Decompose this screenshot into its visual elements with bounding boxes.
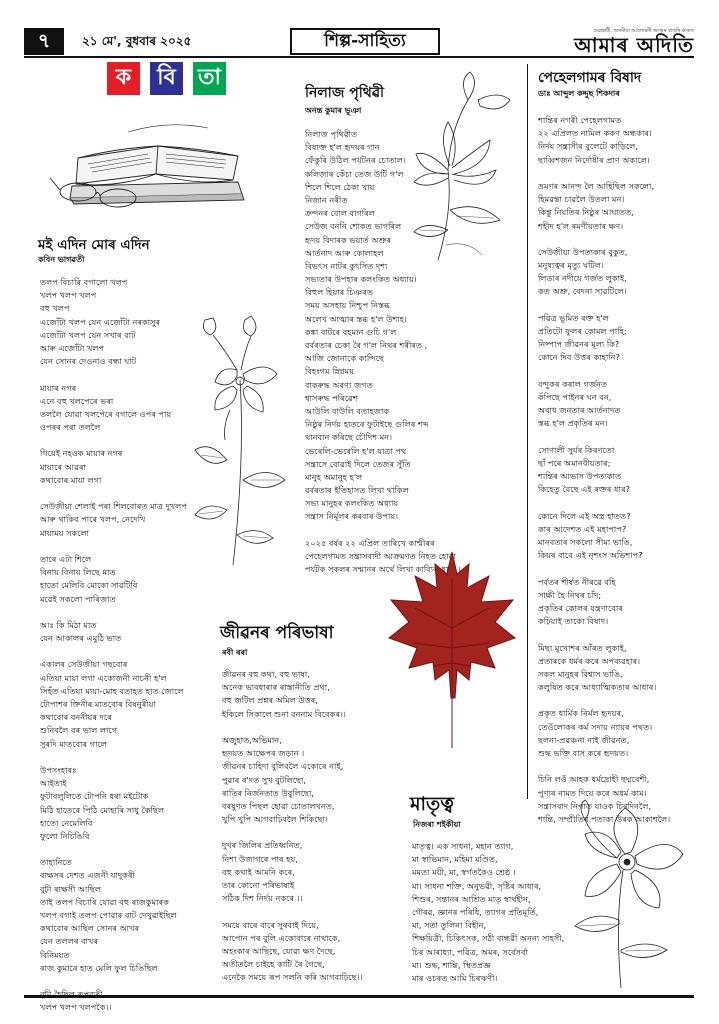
poem-line: তাৰে এটা শিলে [40, 553, 92, 564]
poem-line: শান্তি, সম্প্ৰীতিৰ পতাকা উৰক আকাশলৈ। [538, 813, 671, 824]
poem-line: গৌৰৱ, জ্ঞানৰ পৰিধি, ত্যাগৰ প্ৰতিমূৰ্তি, [412, 906, 539, 917]
flower-sketch-illustration [185, 310, 300, 570]
poem-line: নিলাজ পৃথিৱীত [305, 129, 358, 139]
poem-line: পৰ্বতৰ শীৰ্ষত নীৰৱে বহি [538, 576, 616, 587]
stanza-break [40, 606, 230, 619]
poem-line: বৰষুণত পিছল হোৱা চোতালখনত, [222, 800, 335, 811]
poem-line: কত অশ্ৰু, বেদনা সাৱটিলে। [538, 286, 627, 297]
poem-line: চিনি লওঁ আহক ধৰ্মদ্ৰোহী ছদ্মবেশী, [538, 774, 650, 785]
poem-line: ছাঁ পৰে অমানবীয়তাৰ; [538, 457, 611, 468]
poem-line: সময়ে বাৰে বাৰে সুৰবাই দিয়ে, [222, 919, 319, 930]
brand-name: আমাৰ অদিতি [574, 33, 694, 57]
poem-line: অতীতলৈ চাইহে কাটি ৰৈ গৈছে, [222, 959, 325, 970]
stanza-break [538, 496, 688, 509]
poem-line: শিশুৰ, সন্তানৰ আশ্ৰিত মাতৃ স্বাৰ্থহীন, [412, 893, 531, 904]
poem-line: সন্ত্ৰাসে বোৱাই দিলে তেজৰ সুঁতি [305, 458, 411, 469]
poem-line: বুঢ়ী ৰাক্ষসী আছিল [40, 883, 101, 894]
poem-line: নিষ্ঠুৰ নিৰ্দয় হাতৰে ফুটাইছে গুলিৰ শব্দ [305, 419, 429, 430]
poem-title-moi-edin: মই এদিন মোৰ এদিন [38, 237, 150, 253]
poem-line: খলপ বগাই তলপ পোৱাৰ বাট দেখুৱাইছিল [40, 910, 177, 920]
stanza-break [40, 751, 230, 764]
poem-line: মানুহ অমানুহ হ'ল [305, 471, 363, 482]
poem-line: হৃদয়ত আক্ষেপৰ জড়ান । [222, 748, 305, 759]
stanza-break [40, 975, 230, 988]
poem-author-jibonor: ৰবী ৰৰা [222, 648, 248, 657]
poem-line: বৰ্বৰতাৰ ইতিহাসত লিখা থাকিল [305, 485, 409, 496]
poem-line: আৰু থাকিব পাৰে খলপ, নেদেখি [40, 514, 146, 525]
poem-line: শ্বাসৰুদ্ধ পৰিৱেশ [305, 392, 358, 403]
poem-line: প্ৰকৃতিৰ কোলৰ যন্ত্ৰণাবোৰ [538, 602, 623, 613]
poem-line: খুপি খুপি আগবাঢ়িবলৈ শিকিছো। [222, 814, 328, 825]
kobita-tile-ko: ক [107, 62, 140, 95]
poem-line: কথাবোৰ আছিল সোনৰ আখৰ [40, 923, 140, 934]
poem-line: ২২ এপ্ৰিলত নামিল ককণ অন্ধকাৰ। [538, 128, 652, 139]
poem-line: কঢ়িয়াই তাকো বিষাদ। [538, 616, 609, 627]
poem-line: সভ্য মানুহৰ কলংকিত অধ্যায় [305, 498, 399, 509]
flower-sketch-illustration [555, 800, 690, 990]
poem-line: ছাব্বিশজন নিৰ্দোষীৰ প্ৰাণ অকালে। [538, 154, 650, 165]
poem-line: নিশা উজাগৰে পাৰ হয়, [222, 853, 298, 864]
poem-line: আজি জোনাকে কান্দিছে [305, 353, 384, 364]
poem-line: খলপ খলপ খলপকৈ।। [40, 1002, 112, 1013]
poem-line: খলপ খলপ খলপ [40, 290, 97, 301]
poem-line: কথাবোৰ বননীয়ৰ দৰে [40, 712, 112, 723]
poem-line: যেন সোনৰ দেওনাও বন্ধা ঘাট [40, 356, 137, 367]
poem-line: কিয়ৰ বাবে এই নৃশংস অভিশাপ? [538, 550, 643, 561]
poem-line: অজুহাত,অভিমান, [222, 734, 282, 745]
poem-line: একালৰ সেউজীয়া গছবোৰ [40, 659, 128, 670]
poem-line: সময় অসহায় নিশ্চুপ নিস্তব্ধ [305, 300, 390, 311]
poem-line: মাতৃত্ব। এক সাধনা, মহান ত্যাগ, [412, 841, 514, 851]
poem-line: সিহঁত এতিয়া মায়া-মোহ বতাহত হাত জোলে [40, 685, 184, 696]
poem-line: টোপাশৰ ক্তিনীৰ মাতবোৰ বিষনুৰীয়া [40, 699, 156, 709]
poem-line: কিন্তু নিয়তিৰ নিষ্ঠুৰ আঘাতত, [538, 207, 634, 218]
poem-line: মনুষ্যত্বৰ মৃত্যু ঘটিল। [538, 260, 604, 271]
poem-line: সাক্ষী হৈ নিথৰ চাঁদ; [538, 589, 602, 600]
poem-line: হৃদয় বিদাৰক ভয়াৰ্ত অশ্ৰুৰ [305, 234, 392, 245]
poem-line: বৰ্বৰতাৰ চেকা ৰৈ গ'ল নিথৰ শৰীৰত , [305, 340, 428, 350]
stanza-break [538, 760, 688, 773]
stanza-break [538, 694, 688, 707]
poem-line: তাহানিতে [40, 857, 72, 868]
stanza-break [538, 365, 688, 378]
poem-line: মায়াময় সকলো [40, 527, 89, 538]
poem-body-pehelgam [538, 114, 688, 826]
poem-line: জীৱনৰ বহু কথা, বহু ভাষা, [222, 669, 310, 679]
stanza-break [40, 645, 230, 658]
poem-line: নিষ্পাপ জীৱনৰ মূল্য কি? [538, 339, 620, 350]
poem-line: প্ৰতিটো ফুলৰ কোমল পাহি; [538, 326, 627, 336]
poem-line: ভ্ৰমণৰ আনন্দ লৈ আহিছিল সকলো, [538, 180, 655, 191]
poem-line: কলুষিত কৰে আধ্যাত্মিকতাৰ আধাৰ। [538, 682, 657, 693]
poem-line: ইকিলে সিকালে শুনা বননাম বিবেকৰ।। [222, 708, 346, 719]
poem-line: পেহেলগামত সন্ত্ৰাসবাদী আক্ৰমণত নিহত হোৱা [305, 551, 456, 561]
poem-line: এজোঁটা খলপ যেন সখাৰ বাট [40, 329, 136, 340]
poem-line: বিষাক্ত হ'ল হৃদয়ৰ গান [305, 142, 380, 153]
poem-line: সোণালী সুৰ্যৰ কিৰণতো [538, 444, 615, 455]
poem-line: পুৱাৰ ৰ'দত সুখ বুটলিছো, [222, 774, 306, 785]
page-number: ৭ [24, 28, 64, 55]
poem-line: আঃ কি মিঠা মাত [40, 619, 97, 630]
poem-line: আউলি বাউলি বতাহজাক [305, 405, 390, 416]
poem-line: তললৈ যোৱা খলপেৰে বগালে ওপৰ পায় [40, 408, 172, 419]
poem-line: কিহেতু বৈছে এই ৰক্তৰ ধাৰ? [538, 484, 630, 495]
poem-title-nilaj: নিলাজ পৃথিৱী [305, 85, 385, 101]
poem-line: বিনিময়ত [40, 949, 70, 960]
poem-line: হাতো নেমেলিবি [40, 817, 93, 828]
poem-line: কাৰ আদেশত এই মহাপাপ? [538, 523, 627, 534]
poem-line: বাকৰুদ্ধ অৰণ্য জগত [305, 379, 373, 390]
poem-line: অহংকাৰ আছিছে, যোৱা ক্ষণ দৈছে, [222, 945, 336, 956]
stanza-break [538, 431, 688, 444]
stanza-break [538, 299, 688, 312]
poem-line: মৱেই সকলো পাৰিজাত [40, 593, 116, 604]
poem-author-nilaj: অনন্ত কুমাৰ ভূঞা [305, 106, 362, 115]
poem-line: সেউজীয়া শেলাই পৰা শিলবোৰত মাত্ৰ দুখলপ [40, 501, 187, 512]
poem-line: পুণ্যৰ নামত দিয়ে কৰে অধৰ্ম কাম। [538, 787, 647, 798]
stanza-break [538, 167, 688, 180]
poem-line: শান্তিৰ নগৰী পেহেলগামত [538, 115, 622, 125]
poem-line: সঠিক দিশ নিৰ্দয় নকৰে ।। [222, 893, 303, 904]
poem-line: বিভৎস নাটৰ কুৎসিত দৃশ্য [305, 260, 388, 271]
poem-title-matritwa: মাতৃত্ব [410, 793, 454, 815]
poem-line: তাই তলপ বিচাৰি যোৱা বহু ৰাজকুমাৰক [40, 896, 169, 907]
poem-line: ছলনা-প্ৰৱঞ্চনা নাই জীৱনত, [538, 734, 630, 745]
poem-line: বিহুল হিয়াৰ চিঞৰত [305, 287, 374, 298]
poem-line: শহীদ হ'ল ৰমণীয়তাৰ ক্ষণ। [538, 220, 624, 231]
poem-line: মিঠি হাতেৰে পিঠি মোহাৰি সাধু কৈছিল [40, 804, 164, 815]
stanza-break [305, 524, 535, 537]
poem-line: এনেকৈ সময়ে ৰূপ সলনি কৰি আগবাঢ়িছে।। [222, 972, 363, 983]
poem-line: উপসংহাৰঃ [40, 764, 77, 775]
poem-line: শান্তিৰ আভাস উপত্যকাত [538, 471, 622, 482]
section-title: শিল্প-সাহিত্য [290, 28, 440, 55]
poem-line: ২০২৫ বৰ্ষৰ ২২ এপ্ৰিল তাৰিখে কাশ্মীৰৰ [305, 537, 435, 548]
poem-line: গিয়েই নহওক মায়াৰ নগৰ [40, 448, 123, 459]
poem-line: তলপ বিচাৰি বগালো খলপ [40, 277, 128, 287]
poem-line: মা, সতা তুলিনা বিহীন, [412, 920, 487, 931]
poem-line: তেওঁলোকৰ কৰ্ম সদায় ন্যায়ৰ পথত। [538, 721, 653, 732]
poem-line: অবাধ জনতাৰ আৰ্তনাদত [538, 405, 621, 416]
poem-line: সন্ত্ৰাসবাদ নিপাত যাওক চিৰদিনলৈ, [538, 800, 652, 811]
poem-line: শুনিবলৈ বৰ ভাল লাগে [40, 725, 118, 736]
poem-line: শিলে শিলে ঠেকা খায় [305, 181, 375, 192]
poem-line: নিজান নৰীত [305, 194, 348, 205]
poem-line: বিহংগম স্নিগ্নময় [305, 366, 355, 377]
poem-line: সভ্যতাৰ উপহাৰ কলংকিত অধ্যায়। [305, 274, 417, 285]
poem-line: চিৰ আৰাধ্যা, পৱিত্ৰ, অমৰ, সৰ্বেসৰ্বা [412, 946, 529, 957]
poem-line: পৱিত্ৰ ভূমিত ৰক্ত হ'ল [538, 312, 609, 323]
poem-line: মা। সাধনা শক্তি, অনুভৱী, সৃষ্টিৰ আধাৰ, [412, 880, 542, 891]
poem-line: জীৱনৰ চাহিদা বুলিবলৈ একোৰে নাই, [222, 761, 344, 772]
poem-body-jibonor [222, 668, 422, 985]
poem-line: শিক্ষয়িত্ৰী, চিকিৎসক, সঠী বান্ধৱী অনন্য সাহসী, [412, 933, 565, 944]
poem-line: স্তব্ধ হ'ল প্ৰকৃতিৰ মন। [538, 418, 608, 429]
poem-line: হাতো মেলিবি মোকো সাৱটিবি [40, 580, 138, 591]
stanza-break [222, 721, 422, 734]
poem-line: কঁপিছে পাইনৰ ঘন বন, [538, 391, 612, 402]
kobita-tile-bi: বি [150, 62, 183, 95]
poem-line: সেউজ বননি শোকত ভাগৰিল [305, 221, 402, 232]
poem-line: লিডাৰ নদীয়ে গৰ্জত লুকাই, [538, 273, 627, 284]
magnolia-sketch-illustration [408, 70, 528, 265]
poem-line: সেউজীয়া উপত্যকাৰ বুকুত, [538, 246, 628, 257]
issue-date: ২১ মে', বুধবাৰ ২০২৫ [82, 34, 192, 48]
poem-line: শুদ্ধ ভক্তি বাস কৰে হৃদয়ত। [538, 748, 629, 758]
poem-line: কথাবোৰ মায়া লগা [40, 474, 102, 485]
poem-author-moi-edin: কবিন ভাগৱতী [38, 255, 85, 264]
poem-line: মমতা ময়ী, মা, স্বৰ্গতকৈও শ্ৰেষ্ঠ । [412, 867, 516, 878]
brand-tagline: গুৱাহাটী, অসমীয়া আলোচনী অসমৰ বাতৰি কাকত [593, 28, 694, 34]
stanza-break [222, 905, 422, 918]
poem-line: বিনায় বিনায় লিছে মাত [40, 567, 116, 578]
poem-line: আৰু এজোঁটা খলপ [40, 342, 105, 353]
stanza-break [222, 826, 422, 839]
poem-line: ওপৰৰ পৰা তললৈ [40, 422, 101, 433]
poem-line: যেন আকালৰ এমুঠি ভাত [40, 633, 122, 644]
poem-line: এতিয়া মায়া লগা একোজনী নাচনী হ'ল [40, 672, 167, 683]
poem-line: মা স্বাভিমান, মহিমা মণ্ডিত, [412, 854, 498, 865]
poem-line: বহু খলপ [40, 303, 70, 314]
kobita-tile-ta: তা [193, 62, 226, 95]
poem-line: যেন তললৰ বাখৰ [40, 936, 99, 947]
poem-line: হিমৱন্তা চাৱলৈ উতলা মন। [538, 194, 625, 205]
poem-line: ক্ৰন্দনৰ বোল বাগৰিল [305, 208, 375, 219]
poem-line: নিৰ্দয় সন্ত্ৰাসীৰ বুলেটে কাড়িলে, [538, 141, 638, 152]
poem-line: থানবান কৰিছে চৌদিশ মন। [305, 432, 393, 443]
poem-line: কোনে দিব উত্তৰ কাহানি? [538, 352, 620, 363]
poem-author-pehelgam: ডাঃ আব্দুল কদ্দুছ শিকদাৰ [538, 89, 620, 98]
poem-line: ভেৰেলি-ভেৰেলি হ'ল যাত্ৰা পথ [305, 445, 407, 456]
poem-line: কোনে দিলে এই অস্ত্ৰ হাতত? [538, 510, 631, 521]
poem-line: ৰাজ কুমাৰে হাত মেলি ফুল চিঙিছিল [40, 962, 158, 973]
stanza-break [538, 233, 688, 246]
poem-line: আপোন পৰ বুলি একোবাৰে নাথাকে, [222, 932, 341, 943]
poem-line: এনে বহু খলপেৰে ভৰা [40, 395, 114, 406]
poem-line: প্ৰকৃত ধাৰ্মিক নিৰ্মল হৃদয়ৰ, [538, 708, 624, 719]
poem-line: অনেক ভাবধাৰাৰ ৰাস্তানীতি প্ৰথা, [222, 682, 330, 693]
poem-line: মাৰ ওচৰত আমি চিৰঋণী। [412, 972, 498, 983]
poem-line: মিছা মুখোশৰ আঁৰত লুকাই, [538, 642, 627, 653]
poem-line: আৰ্তনাদ আৰু কোলাহল [305, 247, 384, 258]
poem-line: সন্ত্ৰাস নিৰ্মূলৰ কৰবাৰ উপায়। [305, 511, 399, 522]
poem-line: ফুটাবলুলিতে টোপনি ধৰা মইটোক [40, 791, 149, 802]
brand-logo [544, 28, 694, 55]
poem-line: এজোঁটা খলপ যেন এজোঁটা নৰকাসুৰ [40, 316, 161, 327]
poem-line: কলিজাৰ কেঁচা তেজ উটি গ'ল [305, 168, 404, 179]
poem-line: বন্দুকৰ কৰাল গৰ্জনত [538, 378, 608, 389]
poem-line: অলেখ আত্মাৰ স্তব্ধ হ'ল উশাহ। [305, 313, 407, 324]
poem-line: ফুলো নিচিঙিবি [40, 830, 90, 841]
poem-author-matritwa: নিজৰা শইকীয়া [413, 820, 461, 829]
poem-line: ৰাতিৰ নিৰ্জনতাত উবুলিছো, [222, 787, 314, 798]
book-with-glasses-illustration [48, 118, 248, 208]
poem-line: মানবতাৰ সকলো সীমা ভাঙি, [538, 537, 633, 547]
poem-line: আইতাই [40, 778, 67, 789]
poem-title-pehelgam: পেহেলগামৰ বিষাদ [538, 70, 642, 86]
poem-line: ফেঁকুৰি উঠিল পৰ্যটনৰ চোতাল। [305, 155, 406, 166]
stanza-break [538, 562, 688, 575]
poem-line: বহু জটিল প্ৰশ্নৰ অমিল উত্তৰ, [222, 695, 318, 706]
poem-line: তাৰ কোনো পৰিভাষাই [222, 880, 295, 890]
stanza-break [538, 628, 688, 641]
footer-rule [24, 995, 694, 998]
poem-line: সুৰদি মাতবোৰ গালে [40, 738, 107, 749]
column-divider [527, 64, 528, 799]
poem-line: প্ৰতাৰকে ধৰ্মৰ কৰে অপব্যৱহাৰ। [538, 655, 641, 666]
poem-line: মায়াৰে আৱৰা [40, 461, 86, 472]
poem-line: মা। শুদ্ধ, শান্তি, স্থিতপ্ৰজ্ঞ [412, 959, 491, 970]
poem-line: সকল মানুহৰ বিশ্বাস ভাঙি, [538, 668, 623, 679]
stanza-break [40, 843, 230, 856]
poem-line: পৰ্যটক সকলৰ সন্মানৰ অৰ্থে লিখা কাব্যিক ধাৰা । [305, 564, 461, 575]
poem-line: মায়াৰ নগৰ [40, 382, 77, 393]
poem-line: বহু কথাই আমনি কৰে, [222, 866, 295, 877]
poem-line: বাক্ষসৰ দেশত এজনী যাদুকৰী [40, 870, 135, 881]
poem-line: কঙ্কা বাটৰে বহমান গুচি গ'ল [305, 326, 397, 337]
page-header [24, 28, 694, 58]
poem-title-jibonor: জীৱনৰ পৰিভাষা [220, 623, 334, 643]
poem-line: দুখৰ জিলিৰ প্ৰতিধ্বনিত, [222, 840, 303, 851]
